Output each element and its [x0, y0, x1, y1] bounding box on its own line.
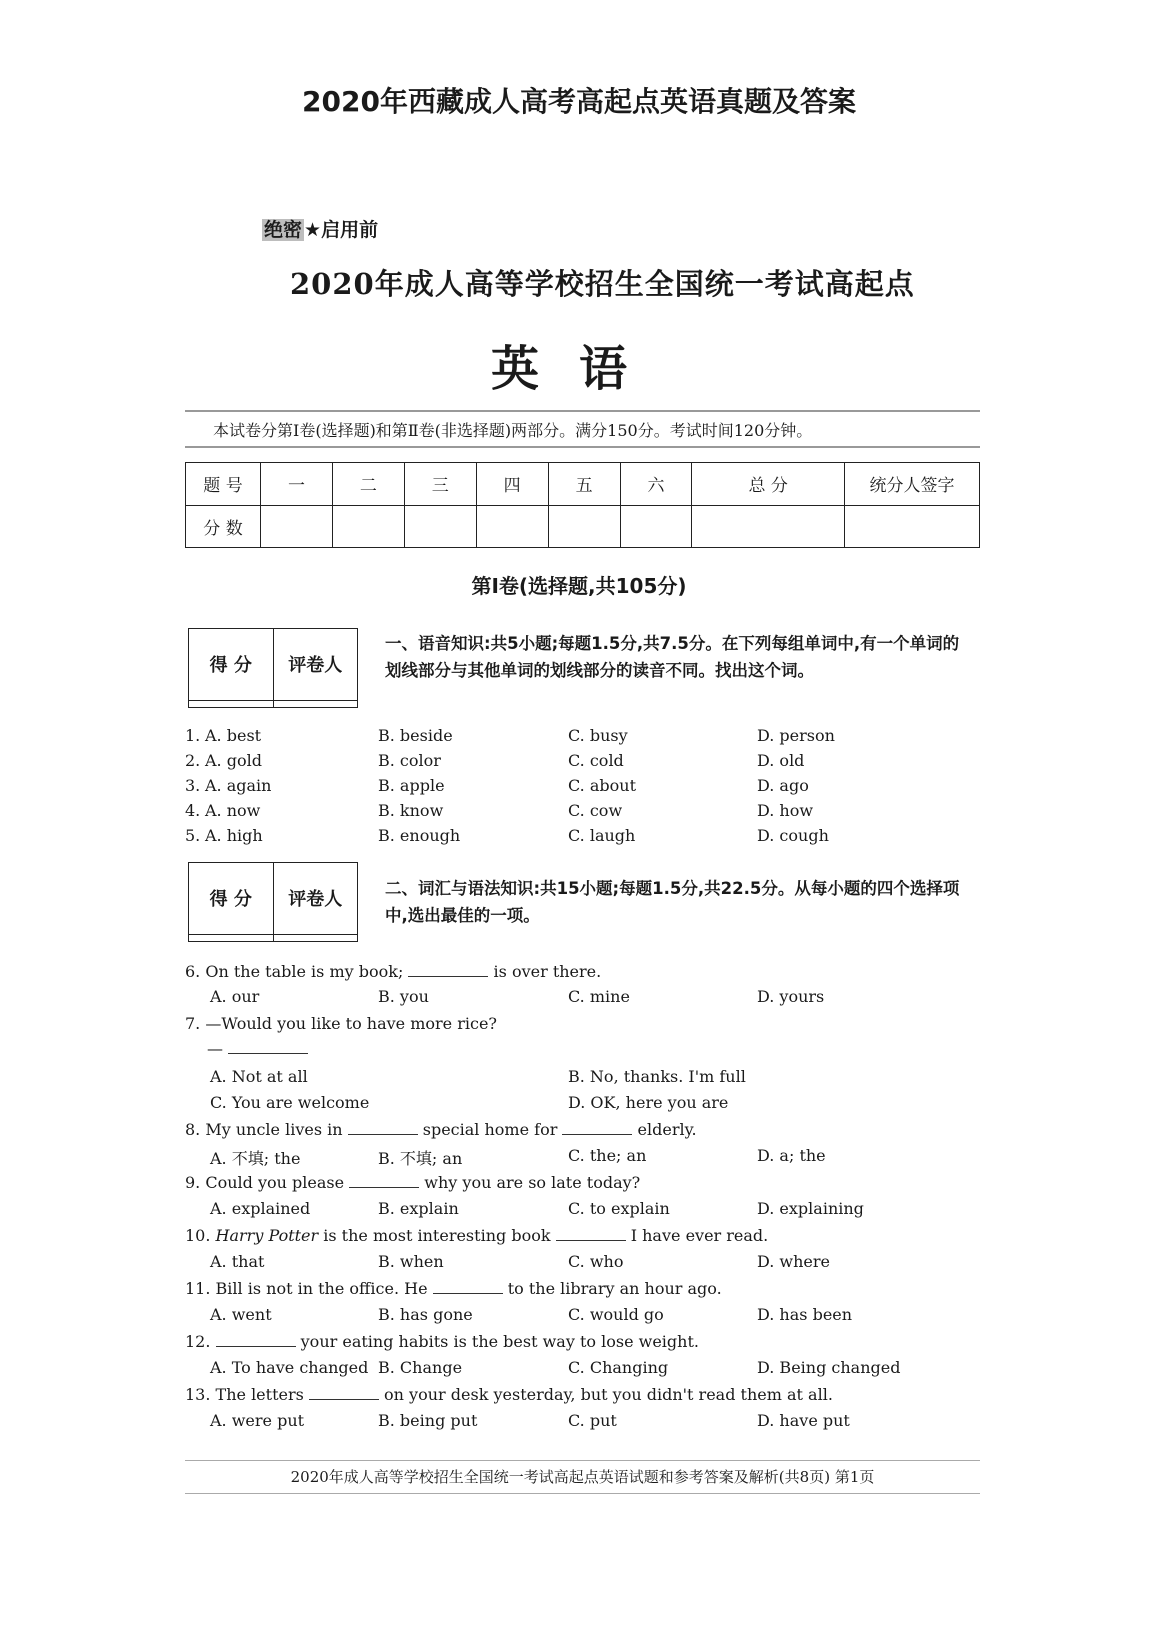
answer-blank	[349, 1175, 419, 1188]
answer-blank	[562, 1122, 632, 1135]
stem-text: 6. On the table is my book;	[185, 962, 404, 981]
option-d: D. has been	[757, 1305, 853, 1324]
option-b: B. enough	[378, 826, 461, 845]
option-b: B. beside	[378, 726, 453, 745]
grader-score-cell	[189, 934, 274, 941]
option-c: C. laugh	[568, 826, 636, 845]
option-a: A. high	[205, 826, 263, 845]
stem-text: your eating habits is the best way to lose weight.	[300, 1332, 699, 1351]
answer-blank	[348, 1122, 418, 1135]
stem-text: 10.	[185, 1226, 216, 1245]
answer-blank	[216, 1334, 296, 1347]
stem-text: I have ever read.	[630, 1226, 769, 1245]
stem-text: why you are so late today?	[424, 1173, 641, 1192]
stem-text: on your desk yesterday, but you didn't read them at all.	[384, 1385, 833, 1404]
option-b: B. explain	[378, 1199, 459, 1218]
subject-title: 英语	[490, 341, 667, 397]
grader-box	[188, 862, 358, 942]
option-d: D. have put	[757, 1411, 850, 1430]
stem-text: to the library an hour ago.	[507, 1279, 722, 1298]
grader-name-cell	[273, 700, 358, 707]
question-stem	[185, 1332, 699, 1351]
option-a: A. our	[210, 987, 260, 1006]
document-title: 2020年西藏成人高考高起点英语真题及答案	[302, 85, 856, 118]
score-table-header-row	[186, 463, 980, 506]
score-table	[185, 462, 980, 548]
answer-blank	[556, 1228, 626, 1241]
option-a: A. gold	[205, 751, 262, 770]
score-cell	[692, 505, 845, 548]
option-c: C. cold	[568, 751, 624, 770]
option-a: A. went	[210, 1305, 272, 1324]
score-table-value-row	[186, 505, 980, 548]
grader-name-cell	[273, 934, 358, 941]
reply-dash: —	[207, 1039, 223, 1058]
option-d: D. Being changed	[757, 1358, 901, 1377]
stem-text: is the most interesting book	[318, 1226, 551, 1245]
option-d: D. OK, here you are	[568, 1093, 729, 1112]
option-c: C. cow	[568, 801, 623, 820]
answer-blank	[408, 964, 488, 977]
question-stem	[185, 1173, 640, 1192]
question-stem	[185, 1279, 722, 1298]
stem-text: 11. Bill is not in the office. He	[185, 1279, 428, 1298]
question-number: 2.	[185, 751, 201, 770]
option-c: C. Changing	[568, 1358, 669, 1377]
question-number: 3.	[185, 776, 201, 795]
score-header-cell: 统分人签字	[845, 463, 980, 506]
stem-text: 13. The letters	[185, 1385, 304, 1404]
score-cell	[548, 505, 620, 548]
score-cell	[476, 505, 548, 548]
question-number: 1.	[185, 726, 201, 745]
option-b: B. has gone	[378, 1305, 473, 1324]
score-header-cell: 一	[261, 463, 333, 506]
answer-blank	[228, 1041, 308, 1054]
option-b: B. being put	[378, 1411, 478, 1430]
score-header-cell: 二	[332, 463, 404, 506]
option-a: A. 不填; the	[210, 1149, 301, 1168]
question-stem: 7. —Would you like to have more rice?	[185, 1014, 498, 1033]
option-d: D. yours	[757, 987, 825, 1006]
option-b: B. apple	[378, 776, 445, 795]
grader-name-label: 评卷人	[273, 863, 358, 935]
question-stem	[185, 962, 601, 981]
before-use-label: 启用前	[321, 219, 379, 241]
stem-text: elderly.	[637, 1120, 697, 1139]
book-title: Harry Potter	[215, 1226, 319, 1245]
option-c: C. who	[568, 1252, 624, 1271]
stem-text: 8. My uncle lives in	[185, 1120, 343, 1139]
option-a: A. were put	[210, 1411, 305, 1430]
grader-name-label: 评卷人	[273, 629, 358, 701]
score-cell	[404, 505, 476, 548]
option-d: D. where	[757, 1252, 831, 1271]
score-cell	[845, 505, 980, 548]
star-icon: ★	[304, 219, 322, 241]
option-a: A. Not at all	[210, 1067, 308, 1086]
option-b: B. Change	[378, 1358, 463, 1377]
score-header-cell: 五	[548, 463, 620, 506]
option-a: A. To have changed	[210, 1358, 369, 1377]
option-c: C. busy	[568, 726, 628, 745]
option-a: A. best	[205, 726, 262, 745]
grader-score-label: 得 分	[189, 629, 274, 701]
stem-text: is over there.	[493, 962, 602, 981]
option-d: D. a; the	[757, 1146, 826, 1165]
stem-text: special home for	[422, 1120, 558, 1139]
option-b: B. when	[378, 1252, 444, 1271]
option-c: C. about	[568, 776, 636, 795]
option-a: A. that	[210, 1252, 265, 1271]
score-header-cell: 总 分	[692, 463, 845, 506]
page-footer: 2020年成人高等学校招生全国统一考试高起点英语试题和参考答案及解析(共8页) 第1页	[185, 1460, 980, 1494]
option-c: C. to explain	[568, 1199, 670, 1218]
score-header-cell: 四	[476, 463, 548, 506]
option-d: D. ago	[757, 776, 809, 795]
option-c: C. the; an	[568, 1146, 647, 1165]
score-header-cell: 六	[620, 463, 692, 506]
option-a: A. explained	[210, 1199, 311, 1218]
reply-line	[207, 1039, 308, 1058]
option-b: B. color	[378, 751, 441, 770]
option-d: D. person	[757, 726, 835, 745]
answer-blank	[433, 1281, 503, 1294]
exam-title: 2020年成人高等学校招生全国统一考试高起点	[290, 267, 915, 301]
confidential-label: 绝密	[264, 219, 303, 241]
score-row-label: 分 数	[186, 505, 261, 548]
answer-blank	[309, 1387, 379, 1400]
stem-text: 12.	[185, 1332, 211, 1351]
section-two-instructions: 二、词汇与语法知识:共15小题;每题1.5分,共22.5分。从每小题的四个选择项中,选出最佳的一项。	[385, 879, 960, 925]
grader-box	[188, 628, 358, 708]
option-b: B. 不填; an	[378, 1149, 463, 1168]
option-a: A. again	[205, 776, 272, 795]
option-c: C. put	[568, 1411, 617, 1430]
option-b: B. know	[378, 801, 444, 820]
section-one-instructions: 一、语音知识:共5小题;每题1.5分,共7.5分。在下列每组单词中,有一个单词的划线部分与其他单词的划线部分的读音不同。找出这个词。	[385, 634, 960, 680]
option-c: C. would go	[568, 1305, 664, 1324]
option-d: D. old	[757, 751, 805, 770]
score-cell	[261, 505, 333, 548]
option-c: C. You are welcome	[210, 1093, 370, 1112]
question-stem	[185, 1120, 697, 1139]
option-a: A. now	[205, 801, 261, 820]
grader-score-cell	[189, 700, 274, 707]
score-cell	[332, 505, 404, 548]
option-d: D. how	[757, 801, 814, 820]
question-stem	[185, 1226, 768, 1245]
score-header-cell: 题 号	[186, 463, 261, 506]
option-c: C. mine	[568, 987, 630, 1006]
question-number: 5.	[185, 826, 201, 845]
option-b: B. No, thanks. I'm full	[568, 1067, 746, 1086]
question-stem	[185, 1385, 833, 1404]
score-header-cell: 三	[404, 463, 476, 506]
confidential-mark	[262, 215, 378, 242]
option-d: D. explaining	[757, 1199, 864, 1218]
grader-score-label: 得 分	[189, 863, 274, 935]
score-cell	[620, 505, 692, 548]
stem-text: 9. Could you please	[185, 1173, 345, 1192]
exam-notice: 本试卷分第Ⅰ卷(选择题)和第Ⅱ卷(非选择题)两部分。满分150分。考试时间120分钟。	[185, 410, 980, 448]
question-number: 4.	[185, 801, 201, 820]
option-b: B. you	[378, 987, 429, 1006]
part-one-title: 第Ⅰ卷(选择题,共105分)	[471, 574, 687, 598]
option-d: D. cough	[757, 826, 829, 845]
